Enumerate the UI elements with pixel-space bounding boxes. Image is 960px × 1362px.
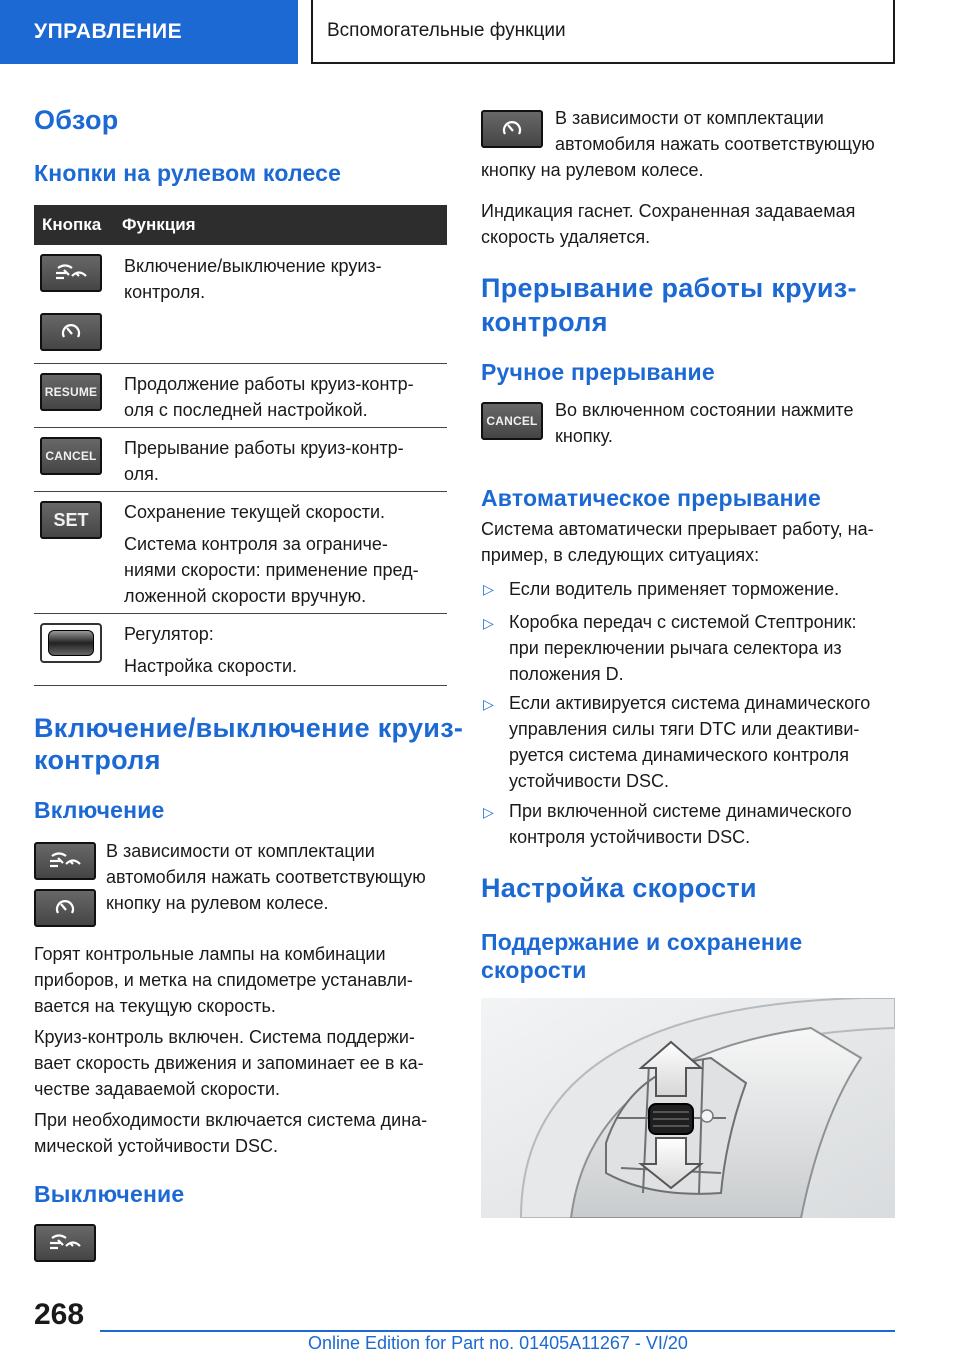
footer-divider (100, 1330, 895, 1332)
table-row (34, 427, 447, 492)
table-row (34, 491, 447, 614)
steering-wheel-rocker-photo (481, 998, 895, 1218)
triangle-bullet-icon: ▷ (483, 615, 494, 631)
speed-limiter-button-icon (34, 889, 96, 927)
set-button-icon: SET (40, 501, 102, 539)
function-text: Регулятор: Настройка скорости. (124, 624, 298, 676)
heading-overview: Обзор (34, 105, 119, 135)
list-item: Если активируется система динамического управления силы тяги DTC или деактиви- руется система динамического контроля устойчивости DSC. (509, 693, 871, 791)
heading-speed-setting: Настройка скорости (481, 873, 757, 903)
section-tab: УПРАВЛЕНИЕ (0, 0, 298, 64)
function-text: Прерывание работы круиз-контр- оля. (124, 438, 404, 484)
table-row (34, 245, 447, 364)
switch-off-text-cont: кнопку на рулевом колесе. (481, 160, 704, 180)
edition-footer: Online Edition for Part no. 01405A11267 - VI/20 (308, 1333, 688, 1353)
paragraph-dsc: При необходимости включается система дина- мической устойчивости DSC. (34, 1110, 428, 1156)
list-item: Если водитель применяет торможение. (509, 579, 840, 599)
function-text: Включение/выключение круиз- контроля. (124, 256, 382, 302)
table-row (34, 363, 447, 428)
speed-limiter-button-icon (40, 313, 102, 351)
speed-limiter-button-icon (481, 110, 543, 148)
triangle-bullet-icon: ▷ (483, 696, 494, 712)
heading-manual-interrupt: Ручное прерывание (481, 359, 715, 385)
speedometer-icon (46, 895, 84, 921)
heading-switch-off: Выключение (34, 1181, 185, 1207)
switch-on-text: В зависимости от комплектации автомобиля нажать соответствующую кнопку на рулевом колесе. (106, 841, 426, 913)
paragraph-cruise-on: Круиз-контроль включен. Система поддержи- вает скорость движения и запоминает ее в ка- честве задаваемой скорости. (34, 1027, 424, 1099)
heading-auto-interrupt: Автоматическое прерывание (481, 485, 822, 511)
paragraph-off-indicator: Индикация гаснет. Сохраненная задаваемая скорость удаляется. (481, 201, 856, 247)
list-item: Коробка передач с системой Стептроник: при переключении рычага селектора из положения D. (509, 612, 857, 684)
paragraph-indicator: Горят контрольные лампы на комбинации приборов, и метка на спидометре устанавли- вается на текущую скорость. (34, 944, 413, 1016)
cancel-button-icon: CANCEL (481, 402, 543, 440)
function-text: Сохранение текущей скорости. Система контроля за ограниче- ниями скорости: применение пред- ложенной скорости вручную. (124, 502, 419, 606)
switch-off-text: В зависимости от комплектации автомобиля нажать соответствующую (555, 108, 875, 154)
cancel-button-icon: CANCEL (40, 437, 102, 475)
triangle-bullet-icon: ▷ (483, 804, 494, 820)
table-header-function: Функция (122, 215, 196, 234)
cruise-onoff-button-icon (40, 254, 102, 292)
heading-steering-buttons: Кнопки на рулевом колесе (34, 160, 342, 186)
heading-cruise-onoff: Включение/выключение круиз- контроля (34, 713, 464, 775)
function-text: Продолжение работы круиз-контр- оля с последней настройкой. (124, 374, 414, 420)
page-number: 268 (34, 1298, 85, 1331)
triangle-bullet-icon: ▷ (483, 581, 494, 597)
cruise-control-icon (46, 848, 84, 874)
heading-switch-on: Включение (34, 797, 165, 823)
speedometer-icon (493, 116, 531, 142)
heading-interrupt: Прерывание работы круиз- контроля (481, 273, 857, 337)
resume-button-icon: RESUME (40, 373, 102, 411)
cruise-control-icon (46, 1230, 84, 1256)
manual-interrupt-text: Во включенном состоянии нажмите кнопку. (555, 400, 854, 446)
table-row (34, 613, 447, 686)
steering-wheel-illustration (481, 998, 895, 1218)
cruise-control-icon (52, 260, 90, 286)
heading-maintain-speed: Поддержание и сохранение скорости (481, 929, 803, 983)
buttons-table (34, 205, 447, 676)
auto-interrupt-text: Система автоматически прерывает работу, на- пример, в следующих ситуациях: (481, 519, 874, 565)
speedometer-icon (52, 319, 90, 345)
cruise-onoff-button-icon (34, 842, 96, 880)
rocker-switch-icon (40, 623, 102, 663)
table-header-button: Кнопка (42, 215, 102, 234)
cruise-onoff-button-icon (34, 1224, 96, 1262)
chapter-title: Вспомогательные функции (311, 0, 895, 64)
list-item: При включенной системе динамического контроля устойчивости DSC. (509, 801, 852, 847)
table-header (34, 205, 447, 245)
